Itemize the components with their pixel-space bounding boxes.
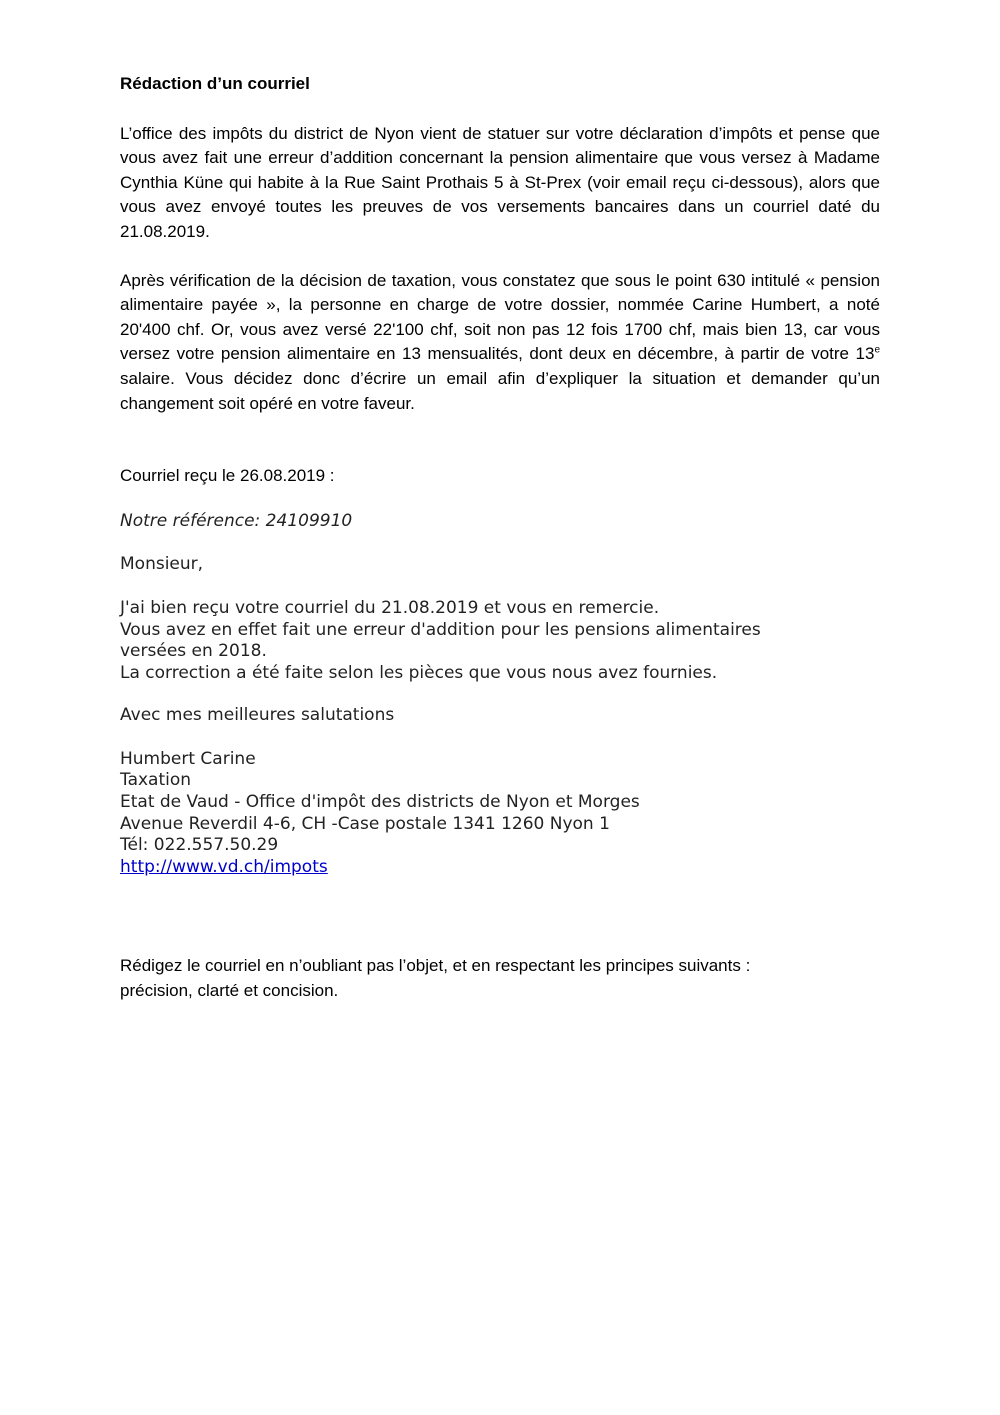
email-reference: Notre référence: 24109910 bbox=[120, 510, 353, 531]
signature-role: Taxation bbox=[120, 770, 192, 791]
instruction-line-1: Rédigez le courriel en n’oubliant pas l’objet, et en respectant les principes suivants : bbox=[120, 956, 751, 976]
email-body-line-1: J'ai bien reçu votre courriel du 21.08.2019 et vous en remercie. bbox=[120, 597, 660, 618]
signature-office: Etat de Vaud - Office d'impôt des districts de Nyon et Morges bbox=[120, 792, 640, 813]
email-closing: Avec mes meilleures salutations bbox=[120, 705, 395, 726]
signature-address: Avenue Reverdil 4-6, CH -Case postale 1341 1260 Nyon 1 bbox=[120, 813, 610, 834]
signature-website-link[interactable]: http://www.vd.ch/impots bbox=[120, 856, 328, 877]
signature-phone: Tél: 022.557.50.29 bbox=[120, 835, 279, 856]
received-email-label: Courriel reçu le 26.08.2019 : bbox=[120, 466, 335, 486]
email-body-line-2: Vous avez en effet fait une erreur d'addition pour les pensions alimentaires bbox=[120, 619, 761, 640]
document-page bbox=[120, 72, 880, 1004]
superscript-e: e bbox=[874, 344, 880, 356]
email-body-line-3: versées en 2018. bbox=[120, 641, 267, 662]
signature-name: Humbert Carine bbox=[120, 748, 256, 769]
situation-text-start: Après vérification de la décision de taxation, vous constatez que sous le point 630 intitulé « pension alimentaire payée », la personne en charge de votre dossier, nommée Carine Humbert, a noté 20'400 chf. Or, vous avez versé 22'100 chf, soit non pas 12 fois 1700 chf, mais bien 13, car vous versez votre pension alimentaire en 13 mensualités, dont deux en décembre, à partir de votre 13 bbox=[120, 270, 880, 364]
received-email bbox=[120, 511, 880, 879]
situation-paragraph bbox=[120, 269, 880, 417]
document-title: Rédaction d’un courriel bbox=[120, 74, 310, 93]
email-body-line-4: La correction a été faite selon les pièces que vous nous avez fournies. bbox=[120, 662, 718, 683]
context-paragraph: L’office des impôts du district de Nyon vient de statuer sur votre déclaration d’impôts et pense que vous avez fait une erreur d’addition concernant la pension alimentaire que vous versez à Madame Cynthia Küne qui habite à la Rue Saint Prothais 5 à St-Prex (voir email reçu ci-dessous), alors que vous avez envoyé toutes les preuves de vos versements bancaires dans un courriel daté du 21.08.2019. bbox=[120, 123, 880, 241]
situation-text-end: salaire. Vous décidez donc d’écrire un email afin d’expliquer la situation et demander qu’un changement soit opéré en votre faveur. bbox=[120, 368, 880, 413]
email-salutation: Monsieur, bbox=[120, 554, 204, 575]
instruction-line-2: précision, clarté et concision. bbox=[120, 981, 339, 1001]
